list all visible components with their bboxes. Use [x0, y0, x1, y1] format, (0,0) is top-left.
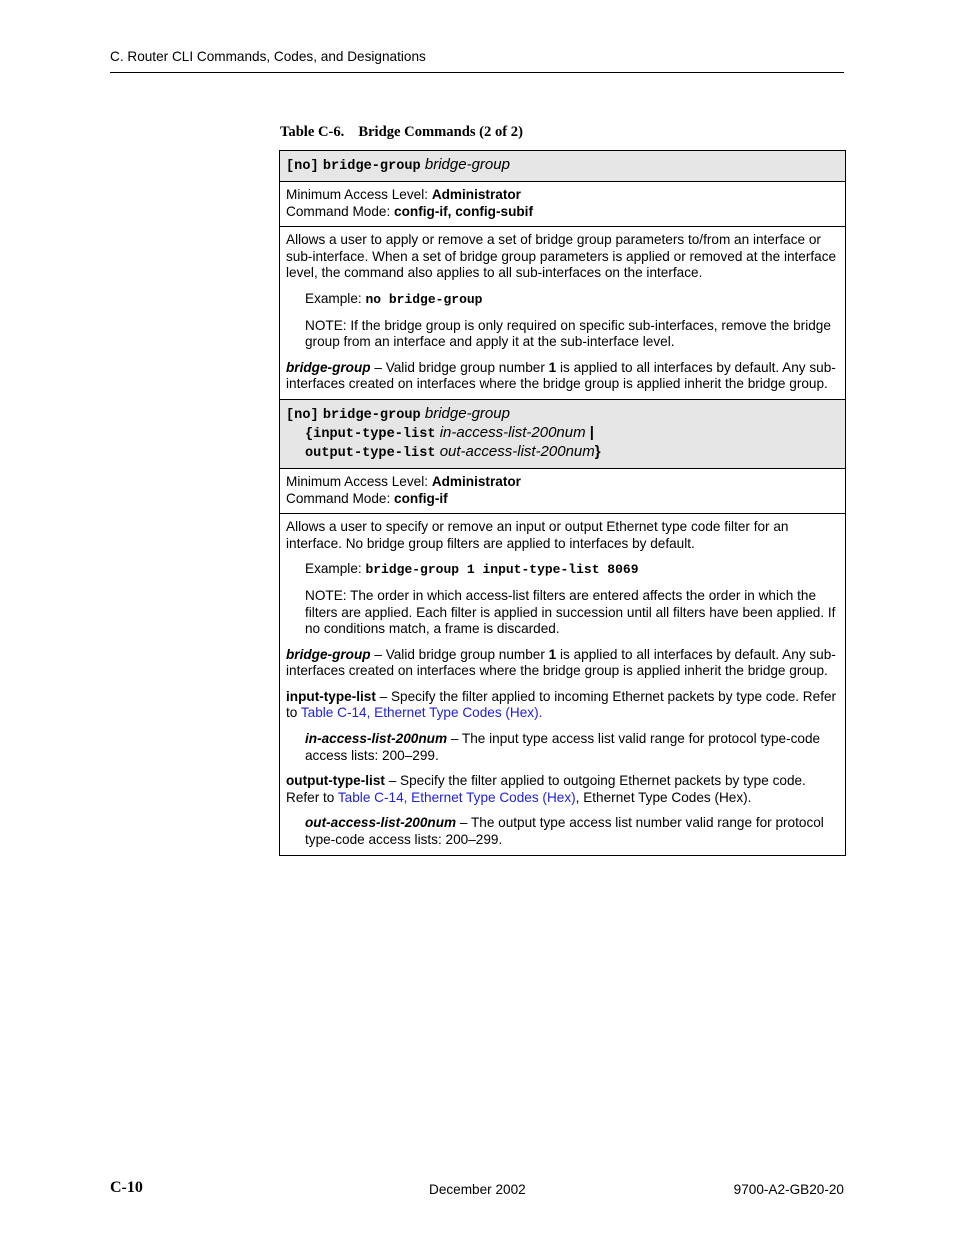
description-text: Allows a user to specify or remove an input or output Ethernet type code filter for an interface. No bridge group filters are applied to interfaces by default.: [286, 519, 789, 551]
out-access-list-desc: [305, 815, 839, 848]
table-caption: [280, 124, 523, 141]
command-parameter: bridge-group: [424, 404, 510, 422]
description-cell: [280, 227, 846, 400]
param-term: input-type-list: [286, 688, 376, 704]
bridge-group-param-desc: [286, 360, 839, 393]
command-mode-line: [286, 491, 839, 508]
access-level-label: Minimum Access Level:: [286, 473, 432, 489]
description-text: Allows a user to apply or remove a set of bridge group parameters to/from an interface or sub-interface. When a set of bridge group parameters is applied or removed at the interface level, the command also applies to all sub-interfaces on the interface.: [286, 232, 837, 281]
param-text: – The output type access list number valid range for protocol type-code access lists: 200–299.: [305, 815, 824, 848]
param-term: output-type-list: [286, 773, 385, 789]
output-parameter: out-access-list-200num: [439, 442, 595, 460]
command-syntax-cell: [280, 151, 846, 182]
description-row-2: [280, 514, 846, 856]
input-parameter: in-access-list-200num: [439, 423, 586, 441]
ethernet-type-codes-link[interactable]: Table C-14, Ethernet Type Codes (Hex): [337, 789, 576, 805]
param-text-tail: , Ethernet Type Codes (Hex).: [575, 789, 752, 805]
command-keyword: bridge-group: [322, 159, 421, 174]
example-line: [305, 291, 839, 309]
in-access-list-desc: [305, 731, 839, 764]
output-type-list-desc: [286, 773, 839, 806]
access-row-2: [280, 468, 846, 513]
param-text: – Valid bridge group number: [370, 646, 549, 662]
param-text-cont: is applied to all interfaces by default. Any sub-interfaces created on interfaces where the bridge group is applied inherit the bridge group.: [286, 359, 836, 392]
bridge-commands-table: [279, 150, 846, 856]
description-row: [280, 227, 846, 400]
example-code: no bridge-group: [365, 291, 483, 307]
command-syntax-row-2: [280, 399, 846, 468]
param-term: in-access-list-200num: [305, 731, 448, 747]
input-keyword: input-type-list: [313, 426, 436, 442]
access-level-line: [286, 187, 839, 204]
syntax-line-3: [305, 443, 839, 462]
document-number: 9700-A2-GB20-20: [733, 1182, 844, 1197]
command-mode-value: config-if: [394, 490, 448, 506]
command-mode-value: config-if, config-subif: [394, 203, 533, 219]
param-default-number: 1: [548, 646, 557, 662]
example-label: Example:: [305, 561, 366, 577]
command-mode-line: [286, 204, 839, 221]
command-keyword: bridge-group: [322, 407, 421, 423]
example-code: bridge-group 1 input-type-list 8069: [365, 562, 639, 578]
example-label: Example:: [305, 290, 366, 306]
param-term: bridge-group: [286, 646, 371, 662]
param-text-cont: is applied to all interfaces by default. Any sub-interfaces created on interfaces where the bridge group is applied inherit the bridge group.: [286, 646, 836, 679]
bridge-group-param-desc: [286, 647, 839, 680]
command-syntax-cell-2: [280, 399, 846, 468]
ethernet-type-codes-link[interactable]: Table C-14, Ethernet Type Codes (Hex).: [300, 705, 543, 721]
description-cell-2: [280, 514, 846, 856]
access-level-line: [286, 474, 839, 491]
no-prefix: [no]: [286, 159, 319, 174]
command-mode-label: Command Mode:: [286, 203, 395, 219]
note-text: NOTE: If the bridge group is only required on specific sub-interfaces, remove the bridge group from an interface and apply it at the sub-interface level.: [305, 317, 831, 350]
command-syntax-row: [280, 151, 846, 182]
table-caption-number: Table C-6.: [280, 124, 345, 140]
brace-open: {: [305, 426, 314, 442]
syntax-line-1: [286, 405, 839, 424]
param-text: – Specify the filter applied to outgoing Ethernet packets by type code. Refer to: [286, 773, 806, 805]
input-type-list-desc: [286, 689, 839, 722]
no-prefix: [no]: [286, 407, 319, 423]
access-level-value: Administrator: [431, 473, 521, 489]
access-level-value: Administrator: [431, 187, 521, 202]
command-mode-label: Command Mode:: [286, 490, 395, 506]
param-text: – The input type access list valid range for protocol type-code access lists: 200–299.: [305, 731, 821, 763]
param-text: – Valid bridge group number: [370, 359, 549, 375]
table-caption-title: Bridge Commands (2 of 2): [358, 124, 523, 140]
note-text: NOTE: The order in which access-list filters are entered affects the order in which the filters are applied. Each filter is applied in succession until all filters have been applied. If no conditions match, a frame is discarded.: [305, 587, 836, 637]
access-level-label: Minimum Access Level:: [286, 187, 432, 202]
output-keyword: output-type-list: [305, 445, 436, 461]
syntax-line-2: [305, 424, 839, 443]
command-parameter: bridge-group: [424, 156, 510, 173]
example-line: [305, 561, 839, 579]
param-term: out-access-list-200num: [305, 815, 457, 831]
access-row: [280, 182, 846, 227]
page-number: C-10: [110, 1179, 143, 1196]
access-cell: [280, 182, 846, 227]
param-term: bridge-group: [286, 359, 371, 375]
access-cell-2: [280, 468, 846, 513]
publication-date: December 2002: [429, 1182, 526, 1197]
pipe-separator: |: [585, 423, 594, 441]
running-header: C. Router CLI Commands, Codes, and Designations: [110, 49, 844, 73]
param-text: – Specify the filter applied to incoming Ethernet packets by type code. Refer to: [286, 688, 837, 721]
param-default-number: 1: [548, 359, 557, 375]
brace-close: }: [594, 442, 601, 460]
